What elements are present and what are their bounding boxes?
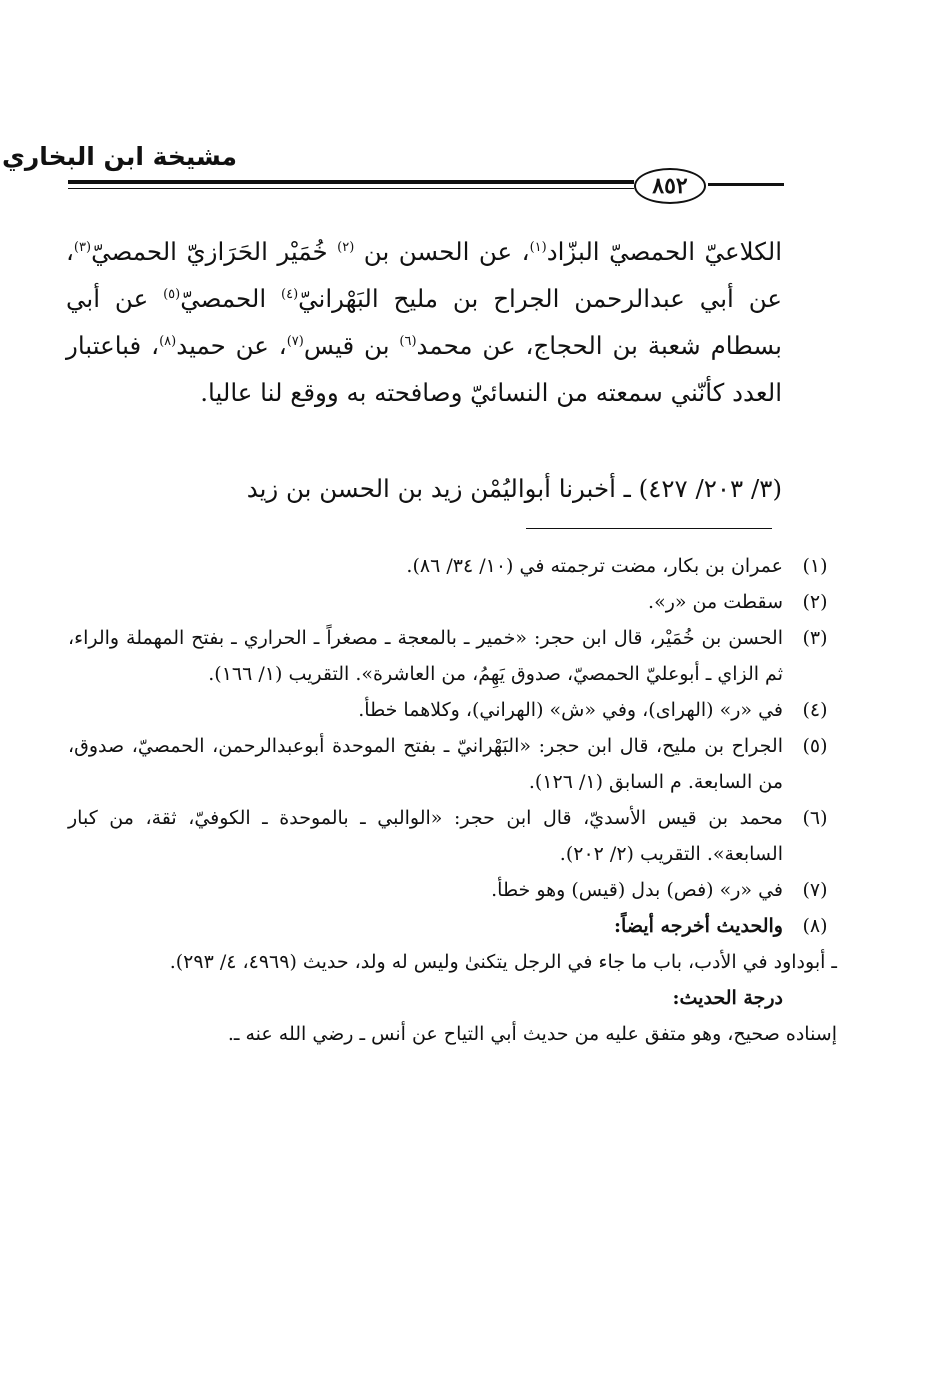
footnote-continuation xyxy=(68,1016,837,1052)
footnotes-section xyxy=(68,548,837,1052)
footnote-number: (٥) xyxy=(802,735,828,757)
footnote-item xyxy=(68,620,828,692)
para-text: الحمصيّ xyxy=(180,284,281,313)
para-text: عن أبي بسطام شعبة بن الحجاج، عن محمد xyxy=(66,284,782,360)
footnote-item xyxy=(68,548,828,584)
abu-dawud-reference: ـ أبوداود في الأدب، باب ما جاء في الرجل يتكنىٰ وليس له ولد، حديث (٤٩٦٩، ٤/ ٢٩٣). xyxy=(169,951,837,973)
para-text: بن قيس xyxy=(303,331,400,360)
running-title: مشيخة ابن البخاري xyxy=(1,142,237,171)
hadith-grade-heading: درجة الحديث: xyxy=(672,987,783,1009)
footnote-text: في «ر» (الهراى)، وفي «ش» (الهراني)، وكلاهما خطأ. xyxy=(358,699,783,721)
footnote-item xyxy=(68,908,828,944)
footnote-item xyxy=(68,872,828,908)
footnote-text: الجراح بن مليح، قال ابن حجر: «البَهْرانيّ ـ بفتح الموحدة أبوعبدالرحمن، الحمصيّ، صدوق، من السابعة. م السابق (١/ ١٢٦). xyxy=(68,735,783,793)
footnote-number: (٧) xyxy=(802,879,828,901)
para-text: ، عن أبي عبدالرحمن الجراح بن مليح البَهْرانيّ xyxy=(66,237,782,313)
footnote-item xyxy=(68,800,828,872)
para-text: ، عن حميد xyxy=(176,331,287,360)
footnote-text: عمران بن بكار، مضت ترجمته في (١٠/ ٣٤/ ٨٦). xyxy=(406,555,783,577)
header-rule-thin xyxy=(68,188,634,189)
para-text: خُمَيْر الحَرَازيّ الحمصيّ xyxy=(91,237,338,266)
footnote-item xyxy=(68,584,828,620)
footnote-text: سقطت من «ر». xyxy=(648,591,783,613)
footnote-ref: (٦) xyxy=(399,333,417,349)
footnote-item xyxy=(68,692,828,728)
footnote-ref: (٥) xyxy=(163,286,181,302)
hadith-grade-text: إسناده صحيح، وهو متفق عليه من حديث أبي التياح عن أنس ـ رضي الله عنه ـ. xyxy=(227,1023,837,1045)
footnote-ref: (٧) xyxy=(286,333,304,349)
hadith-chain-line: (٣/ ٢٠٣/ ٤٢٧) ـ أخبرنا أبواليُمْن زيد بن الحسن بن زيد xyxy=(246,474,782,503)
footnote-number: (٣) xyxy=(802,627,828,649)
para-text: ، عن الحسن بن xyxy=(354,237,530,266)
footnote-text: محمد بن قيس الأسديّ، قال ابن حجر: «الوالبي ـ بالموحدة ـ الكوفيّ، ثقة، من كبار السابعة». التقريب (٢/ ٢٠٢). xyxy=(68,807,783,865)
main-paragraph xyxy=(66,228,782,416)
para-text: ، فباعتبار العدد كأنّني سمعته من النسائيّ وصافحته به ووقع لنا عاليا. xyxy=(66,331,782,407)
footnote-text: في «ر» (فص) بدل (قيس) وهو خطأ. xyxy=(491,879,783,901)
footnote-number: (٦) xyxy=(802,807,828,829)
footnote-number: (٢) xyxy=(802,591,828,613)
footnote-ref: (٨) xyxy=(159,333,177,349)
header-rule-right xyxy=(708,183,784,186)
footnote-number: (١) xyxy=(802,555,828,577)
footnote-continuation xyxy=(68,944,837,980)
page-number: ٨٥٢ xyxy=(634,168,706,204)
footnote-ref: (٢) xyxy=(337,239,355,255)
footnote-text: الحسن بن خُمَيْر، قال ابن حجر: «خمير ـ بالمعجة ـ مصغراً ـ الحراري ـ بفتح المهملة والراء، ثم الزاي ـ أبوعليّ الحمصيّ، صدوق يَهِمُ، من العاشرة». التقريب (١/ ١٦٦). xyxy=(68,627,783,685)
footnote-number: (٨) xyxy=(802,915,828,937)
footnote-ref: (٤) xyxy=(281,286,299,302)
footnote-ref: (٣) xyxy=(73,239,92,255)
footnote-number: (٤) xyxy=(802,699,828,721)
header-rule-thick xyxy=(68,180,634,184)
footnote-ref: (١) xyxy=(529,239,547,255)
footnote-continuation xyxy=(68,980,783,1016)
footnote-item xyxy=(68,728,828,800)
footnote-text: والحديث أخرجه أيضاً: xyxy=(614,915,783,937)
footnote-separator xyxy=(526,528,772,529)
para-text: الكلاعيّ الحمصيّ البزّاد xyxy=(546,237,783,266)
